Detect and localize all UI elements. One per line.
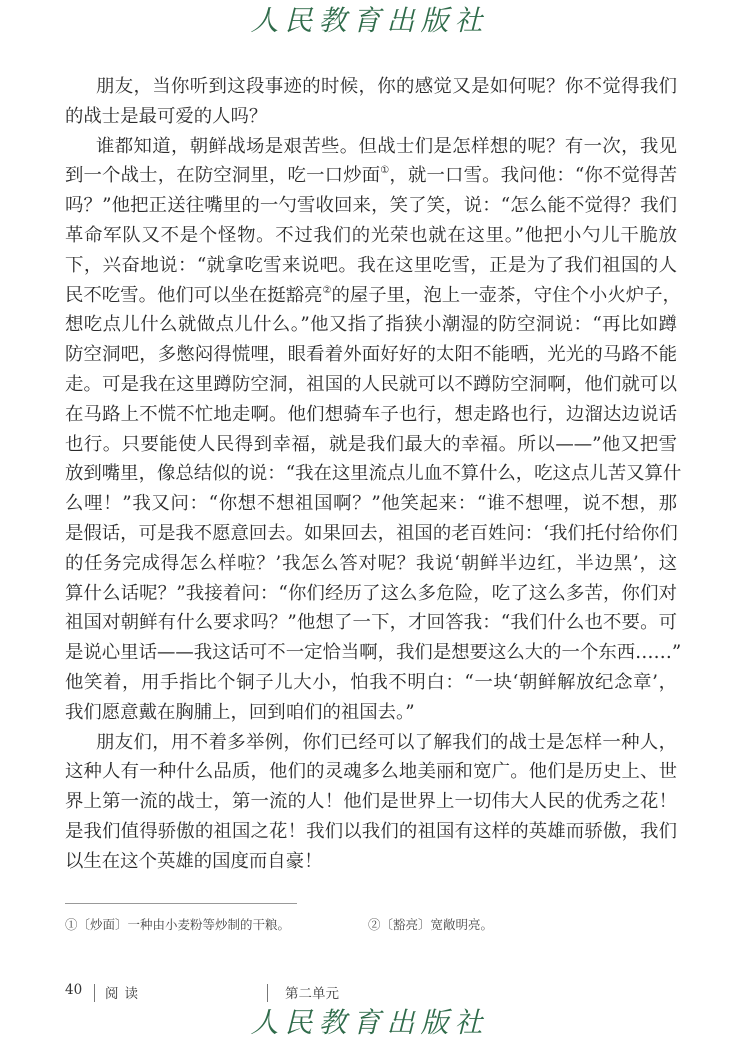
text-line: 想吃点儿什么就做点儿什么。”他又指了指狭小潮湿的防空洞说：“再比如蹲 (65, 314, 677, 336)
publisher-logo-bottom: 人民教育出版社 (250, 1006, 489, 1039)
text-line: 这种人有一种什么品质，他们的灵魂多么地美丽和宽广。他们是历史上、世 (65, 761, 677, 783)
text-line: 我们愿意戴在胸脯上，回到咱们的祖国去。” (65, 701, 415, 723)
text-line: 民不吃雪。他们可以坐在挺豁亮②的屋子里，泡上一壶茶，守住个小火炉子， (65, 284, 681, 306)
text-line: 谁都知道，朝鲜战场是艰苦些。但战士们是怎样想的呢？有一次，我见 (96, 135, 677, 157)
text-line: 以生在这个英雄的国度而自豪！ (65, 850, 323, 872)
text-line: 朋友，当你听到这段事迹的时候，你的感觉又是如何呢？你不觉得我们 (96, 76, 677, 97)
text-line: 的战士是最可爱的人吗？ (65, 105, 268, 127)
unit-label: 第二单元 (285, 986, 339, 1002)
text-line: 朋友们，用不着多举例，你们已经可以了解我们的战士是怎样一种人， (96, 731, 677, 753)
footnote-1: ①〔炒面〕一种由小麦粉等炒制的干粮。 (65, 917, 291, 932)
text-line: 算什么话呢？”我接着问：“你们经历了这么多危险，吃了这么多苦，你们对 (65, 582, 677, 604)
footnote-marker: ② (322, 284, 332, 296)
text-line: 的任务完成得怎么样啦？’我怎么答对呢？我说‘朝鲜半边红，半边黑’，这 (65, 552, 677, 574)
text-line: 也行。只要能使人民得到幸福，就是我们最大的幸福。所以——”他又把雪 (65, 433, 677, 455)
text-line: 放到嘴里，像总结似的说：“我在这里流点儿血不算什么，吃这点儿苦又算什 (65, 463, 682, 485)
section-label: 阅读 (105, 986, 144, 1002)
publisher-logo-top: 人民教育出版社 (250, 4, 489, 37)
text-line: 界上第一流的战士，第一流的人！他们是世界上一切伟大人民的优秀之花！ (65, 791, 677, 813)
footnote-divider (65, 903, 297, 904)
text-line: 祖国对朝鲜有什么要求吗？”他想了一下，才回答我：“我们什么也不要。可 (65, 612, 677, 634)
text-line: 是我们值得骄傲的祖国之花！我们以我们的祖国有这样的英雄而骄傲，我们 (65, 820, 677, 842)
footnote-marker: ① (380, 165, 390, 177)
article-body (65, 72, 682, 877)
page-number: 40 (65, 982, 83, 998)
footer-divider (267, 984, 268, 1002)
text-line: 吗？”他把正送往嘴里的一勺雪收回来，笑了笑，说：“怎么能不觉得？我们 (65, 195, 677, 217)
footer-divider (94, 984, 95, 1002)
text-line: 到一个战士，在防空洞里，吃一口炒面①，就一口雪。我问他：“你不觉得苦 (65, 165, 677, 187)
text-line: 是说心里话——我这话可不一定恰当啊，我们是想要这么大的一个东西……” (65, 642, 682, 664)
text-line: 他笑着，用手指比个铜子儿大小，怕我不明白：“一块‘朝鲜解放纪念章’， (65, 671, 677, 693)
text-line: 防空洞吧，多憋闷得慌哩，眼看着外面好好的太阳不能晒，光光的马路不能 (65, 344, 677, 366)
text-line: 在马路上不慌不忙地走啊。他们想骑车子也行，想走路也行，边溜达边说话 (65, 403, 677, 425)
text-line: 是假话，可是我不愿意回去。如果回去，祖国的老百姓问：‘我们托付给你们 (65, 522, 678, 544)
text-line: 么哩！”我又问：“你想不想祖国啊？”他笑起来：“谁不想哩，说不想，那 (65, 493, 677, 515)
text-line: 革命军队又不是个怪物。不过我们的光荣也就在这里。”他把小勺儿干脆放 (65, 224, 677, 246)
text-line: 下，兴奋地说：“就拿吃雪来说吧。我在这里吃雪，正是为了我们祖国的人 (65, 254, 677, 276)
footnote-2: ②〔豁亮〕宽敞明亮。 (368, 917, 494, 932)
text-line: 走。可是我在这里蹲防空洞，祖国的人民就可以不蹲防空洞啊，他们就可以 (65, 373, 677, 395)
